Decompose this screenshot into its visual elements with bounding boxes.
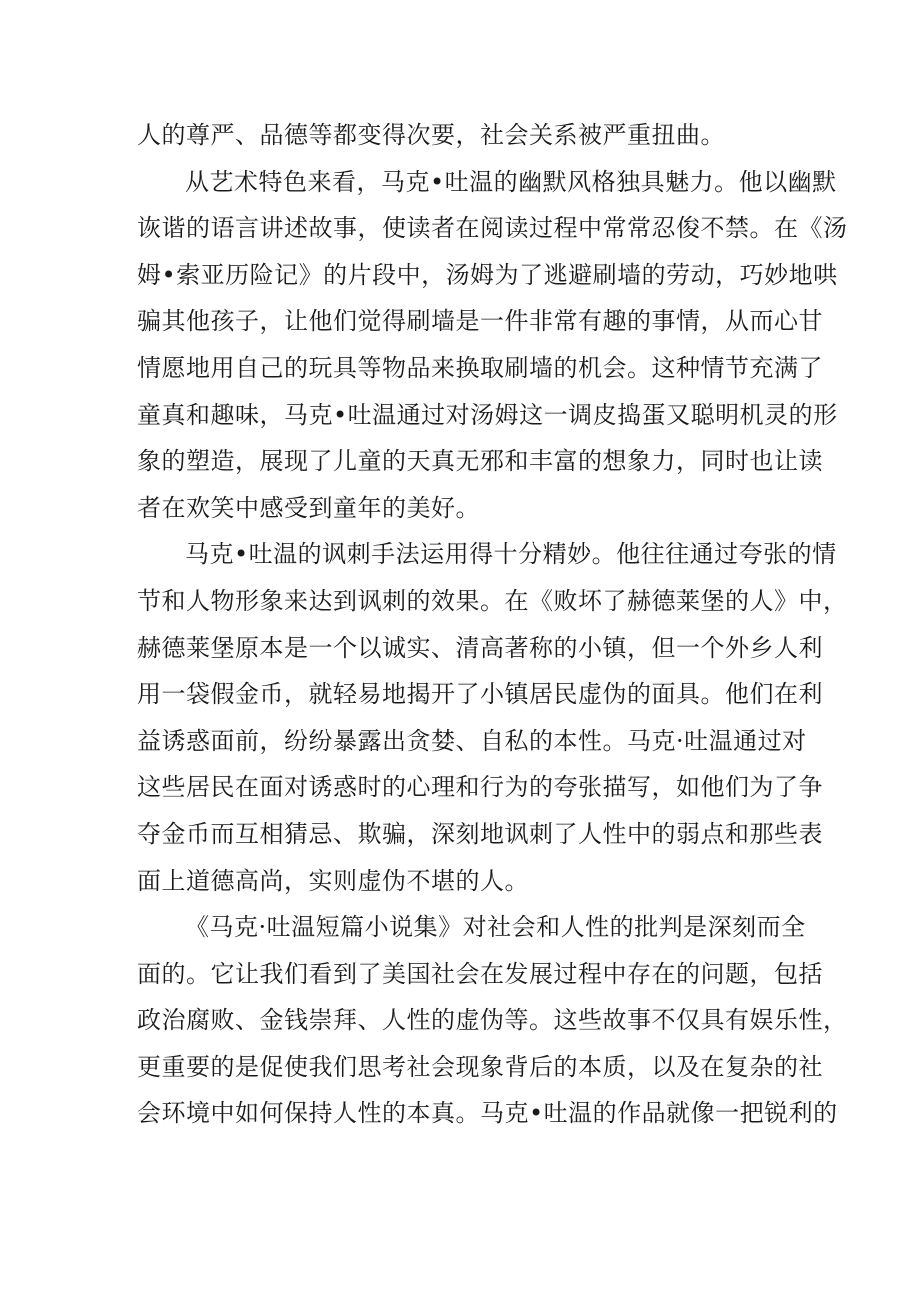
- text-line: 夺金币而互相猜忌、欺骗，深刻地讽刺了人性中的弱点和那些表: [137, 819, 823, 848]
- paragraph: [137, 112, 797, 159]
- text-line: 用一袋假金币，就轻易地揭开了小镇居民虚伪的面具。他们在利: [137, 680, 823, 709]
- text-line: 这些居民在面对诱惑时的心理和行为的夸张描写，如他们为了争: [137, 773, 823, 802]
- text-line: 从艺术特色来看，马克•吐温的幽默风格独具魅力。他以幽默: [185, 167, 837, 196]
- text-line: 节和人物形象来达到讽刺的效果。在《败坏了赫德莱堡的人》中，: [137, 586, 848, 615]
- text-line: 面的。它让我们看到了美国社会在发展过程中存在的问题，包括: [137, 959, 823, 988]
- text-line: 马克•吐温的讽刺手法运用得十分精妙。他往往通过夸张的情: [185, 540, 837, 569]
- text-line: 会环境中如何保持人性的本真。马克•吐温的作品就像一把锐利的: [137, 1099, 838, 1128]
- text-line: 面上道德高尚，实则虚伪不堪的人。: [137, 866, 529, 895]
- text-line: 情愿地用自己的玩具等物品来换取刷墙的机会。这种情节充满了: [137, 353, 823, 382]
- text-line: 者在欢笑中感受到童年的美好。: [137, 493, 480, 522]
- text-line: 象的塑造，展现了儿童的天真无邪和丰富的想象力，同时也让读: [137, 447, 823, 476]
- text-line: 姆•索亚历险记》的片段中，汤姆为了逃避刷墙的劳动，巧妙地哄: [137, 260, 838, 289]
- text-line: 益诱惑面前，纷纷暴露出贪婪、自私的本性。马克·吐温通过对: [137, 726, 807, 755]
- text-line: 更重要的是促使我们思考社会现象背后的本质，以及在复杂的社: [137, 1052, 823, 1081]
- document-body: [137, 112, 848, 1137]
- text-line: 《马克·吐温短篇小说集》对社会和人性的批判是深刻而全: [185, 913, 806, 942]
- text-line: 政治腐败、金钱崇拜、人性的虚伪等。这些故事不仅具有娱乐性，: [137, 1006, 848, 1035]
- text-line: 童真和趣味，马克•吐温通过对汤姆这一调皮捣蛋又聪明机灵的形: [137, 400, 838, 429]
- text-line: 赫德莱堡原本是一个以诚实、清高著称的小镇，但一个外乡人利: [137, 633, 823, 662]
- paragraph: [137, 159, 848, 532]
- paragraph: [137, 904, 848, 1137]
- text-line: 骗其他孩子，让他们觉得刷墙是一件非常有趣的事情，从而心甘: [137, 307, 823, 336]
- text-line: 诙谐的语言讲述故事，使读者在阅读过程中常常忍俊不禁。在《汤: [137, 214, 848, 243]
- text-line: 人的尊严、品德等都变得次要，社会关系被严重扭曲。: [137, 121, 725, 149]
- paragraph: [137, 531, 848, 904]
